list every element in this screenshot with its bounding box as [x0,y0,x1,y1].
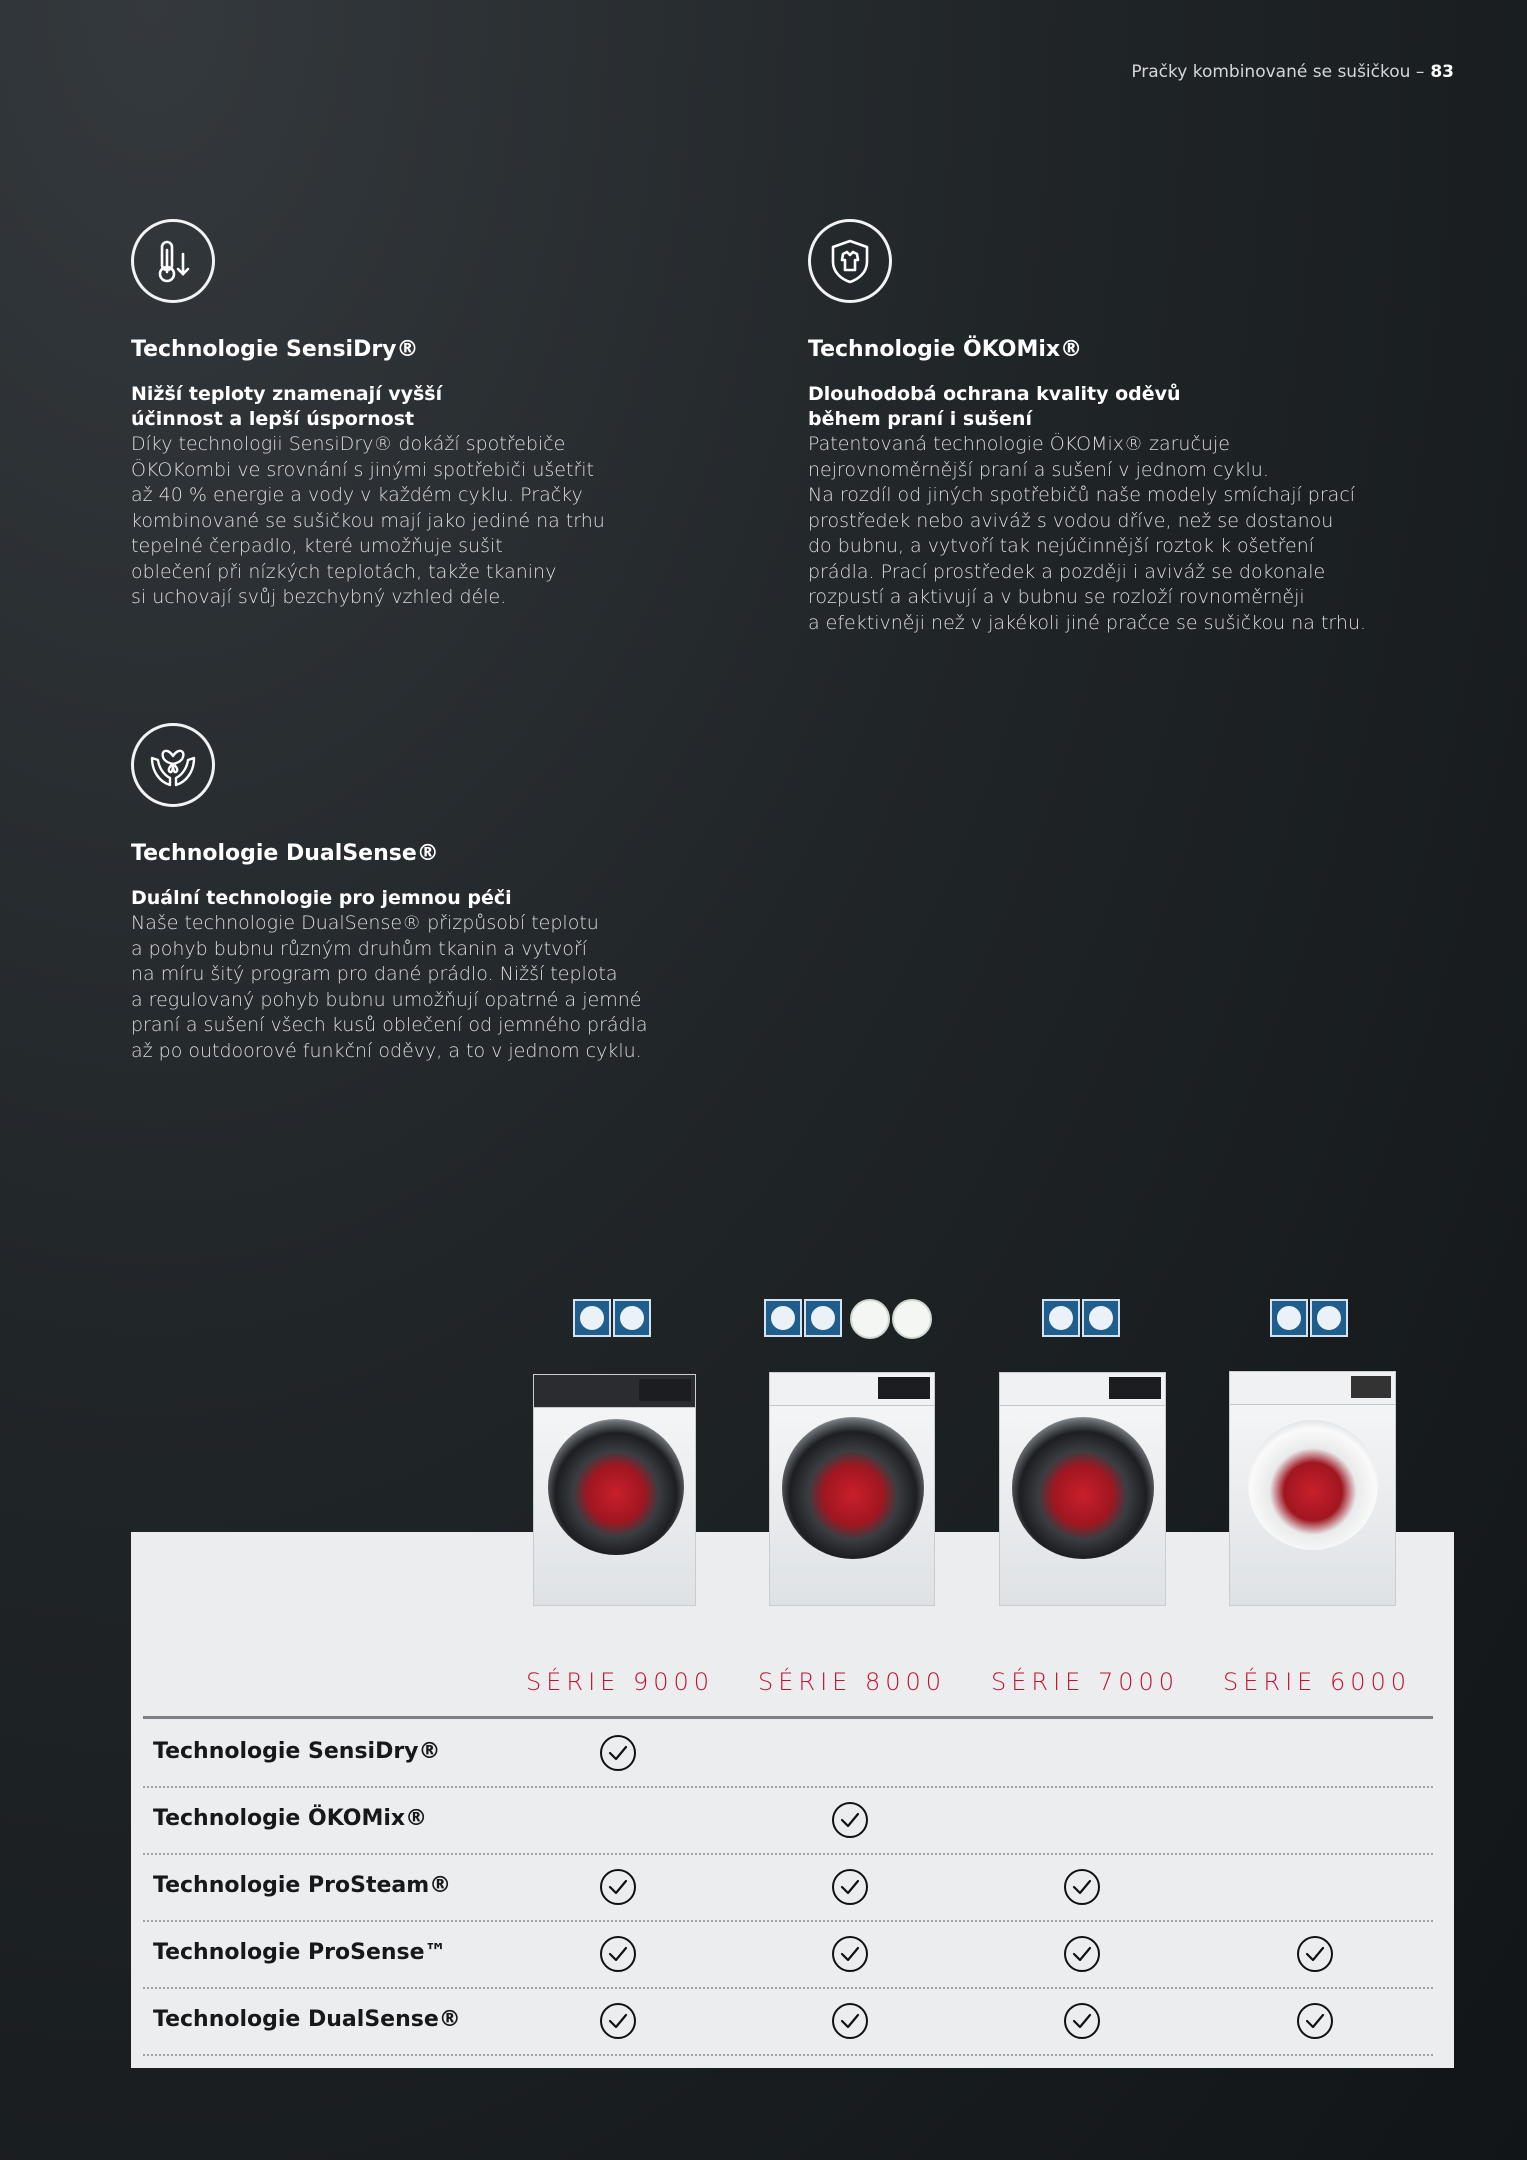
series-header: SÉRIE 8000 [758,1668,947,1696]
feature-subtitle: Duální technologie pro jemnou péči [131,887,512,909]
shield-shirt-icon [808,219,892,303]
lenor-logo-icon [892,1299,932,1339]
feature-body: Patentovaná technologie ÖKOMix® zaručuje nejrovnoměrnější praní a sušení v jednom cyklu. Na rozdíl od jiných spotřebičů naše modely smíchají prací prostředek nebo aviváž s vodou dříve, než se dostanou do bubnu, a vytvoří tak nejúčinnější roztok k ošetření prádla. Prací prostředek a později i aviváž se dokonale rozpustí a aktivují a v bubnu se rozloží rovnoměrněji a efektivněji než v jakékoli jiné pračce se sušičkou na trhu. [808,433,1367,634]
series-header: SÉRIE 6000 [1223,1668,1412,1696]
washer-image-9000 [533,1374,696,1606]
woolmark-icon [1310,1299,1348,1337]
row-label: Technologie ProSense™ [153,1940,447,1965]
series-header: SÉRIE 7000 [991,1668,1180,1696]
table-row [143,1920,1433,1989]
wool-care-icon [1270,1299,1308,1337]
wool-badge [573,1299,651,1337]
page-header [1131,62,1454,82]
woolmark-icon [1082,1299,1120,1337]
washer-image-6000 [1229,1371,1396,1606]
table-row [143,1786,1433,1855]
table-row [143,1853,1433,1922]
wool-badge [1270,1299,1348,1337]
section-title: Pračky kombinované se sušičkou – [1131,62,1425,82]
check-icon [831,1801,869,1839]
wool-care-icon [1042,1299,1080,1337]
feature-title: Technologie SensiDry® [131,337,419,362]
check-icon [831,1935,869,1973]
check-icon [599,1868,637,1906]
check-icon [599,1734,637,1772]
check-icon [1296,2002,1334,2040]
row-label: Technologie DualSense® [153,2007,461,2032]
page-number: 83 [1430,62,1454,82]
check-icon [1063,2002,1101,2040]
feature-body: Díky technologii SensiDry® dokáží spotřebiče ÖKOKombi ve srovnání s jinými spotřebiči ušetřit až 40 % energie a vody v každém cyklu. Pračky kombinované se sušičkou mají jako jediné na trhu tepelné čerpadlo, které umožňuje sušit oblečení při nízkých teplotách, takže tkaniny si uchovají svůj bezchybný vzhled déle. [131,433,605,608]
washer-image-8000 [769,1372,935,1606]
check-icon [599,1935,637,1973]
wool-badge [1042,1299,1120,1337]
feature-subtitle: Dlouhodobá ochrana kvality oděvů během praní i sušení [808,383,1181,430]
row-label: Technologie ÖKOMix® [153,1806,428,1831]
thermometer-down-icon [131,219,215,303]
check-icon [831,2002,869,2040]
feature-subtitle: Nižší teploty znamenají vyšší účinnost a lepší úspornost [131,383,443,430]
washer-image-7000 [999,1372,1166,1606]
check-icon [1063,1935,1101,1973]
feature-body: Naše technologie DualSense® přizpůsobí teplotu a pohyb bubnu různým druhům tkanin a vytvoří na míru šitý program pro dané prádlo. Nižší teplota a regulovaný pohyb bubnu umožňují opatrné a jemné praní a sušení všech kusů oblečení od jemného prádla až po outdoorové funkční oděvy, a to v jednom cyklu. [131,912,648,1062]
row-label: Technologie SensiDry® [153,1739,441,1764]
wool-care-icon [764,1299,802,1337]
wool-care-icon [573,1299,611,1337]
feature-okomix [808,219,1448,636]
row-label: Technologie ProSteam® [153,1873,452,1898]
check-icon [1063,1868,1101,1906]
check-icon [599,2002,637,2040]
wool-badge [764,1299,932,1339]
check-icon [1296,1935,1334,1973]
feature-title: Technologie ÖKOMix® [808,337,1083,362]
feature-dualsense [131,723,731,1064]
ariel-logo-icon [850,1299,890,1339]
check-icon [831,1868,869,1906]
table-row [143,1719,1433,1788]
feature-title: Technologie DualSense® [131,841,439,866]
hands-butterfly-icon [131,723,215,807]
series-header: SÉRIE 9000 [526,1668,715,1696]
table-row [143,1987,1433,2056]
woolmark-icon [804,1299,842,1337]
woolmark-icon [613,1299,651,1337]
feature-sensidry [131,219,731,611]
